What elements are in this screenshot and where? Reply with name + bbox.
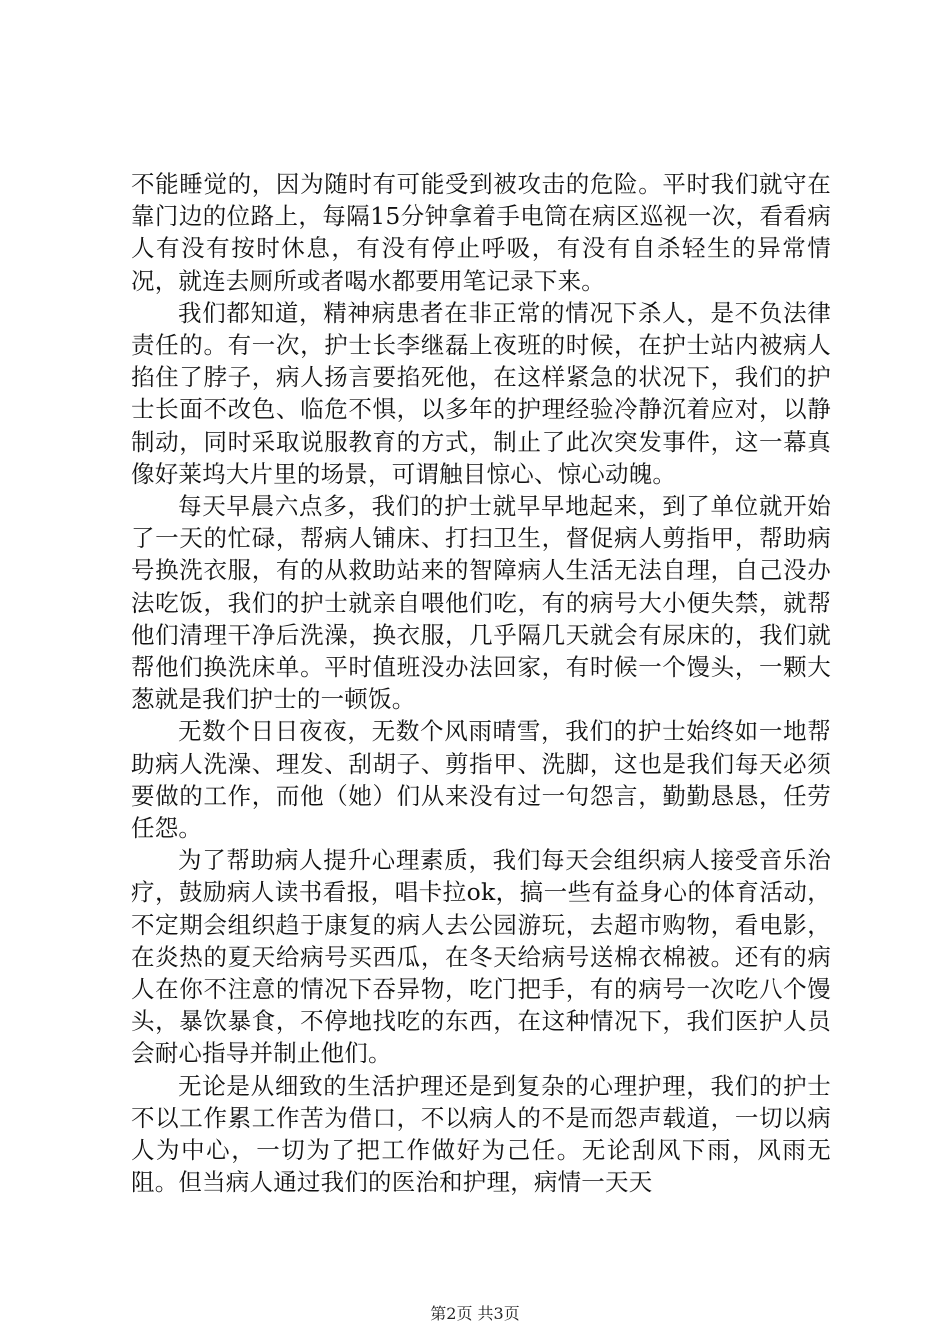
paragraph-3: 每天早晨六点多，我们的护士就早早地起来，到了单位就开始了一天的忙碌，帮病人铺床、打扫卫生，督促病人剪指甲，帮助病号换洗衣服，有的从救助站来的智障病人生活无法自理，自己没办法吃饭，我们的护士就亲自喂他们吃，有的病号大小便失禁，就帮他们清理干净后洗澡，换衣服，几乎隔几天就会有尿床的，我们就帮他们换洗床单。平时值班没办法回家，有时候一个馒头，一颗大葱就是我们护士的一顿饭。 [131, 492, 831, 714]
page-number-footer: 第2页 共3页 [430, 1304, 520, 1323]
paragraph-6: 无论是从细致的生活护理还是到复杂的心理护理，我们的护士不以工作累工作苦为借口，不以病人的不是而怨声载道，一切以病人为中心，一切为了把工作做好为己任。无论刮风下雨，风雨无阻。但当病人通过我们的医治和护理，病情一天天 [131, 1071, 831, 1197]
paragraph-4: 无数个日日夜夜，无数个风雨晴雪，我们的护士始终如一地帮助病人洗澡、理发、刮胡子、剪指甲、洗脚，这也是我们每天必须要做的工作，而他（她）们从来没有过一句怨言，勤勤恳恳，任劳任怨。 [131, 717, 831, 843]
document-body [131, 168, 831, 1199]
paragraph-5: 为了帮助病人提升心理素质，我们每天会组织病人接受音乐治疗，鼓励病人读书看报，唱卡拉ok，搞一些有益身心的体育活动，不定期会组织趋于康复的病人去公园游玩，去超市购物，看电影，在炎热的夏天给病号买西瓜，在冬天给病号送棉衣棉被。还有的病人在你不注意的情况下吞异物，吃门把手，有的病号一次吃八个馒头，暴饮暴食，不停地找吃的东西，在这种情况下，我们医护人员会耐心指导并制止他们。 [131, 846, 831, 1068]
paragraph-2: 我们都知道，精神病患者在非正常的情况下杀人，是不负法律责任的。有一次，护士长李继磊上夜班的时候，在护士站内被病人掐住了脖子，病人扬言要掐死他，在这样紧急的状况下，我们的护士长面不改色、临危不惧，以多年的护理经验冷静沉着应对，以静制动，同时采取说服教育的方式，制止了此次突发事件，这一幕真像好莱坞大片里的场景，可谓触目惊心、惊心动魄。 [131, 298, 831, 488]
paragraph-1: 不能睡觉的，因为随时有可能受到被攻击的危险。平时我们就守在靠门边的位路上，每隔15分钟拿着手电筒在病区巡视一次，看看病人有没有按时休息，有没有停止呼吸，有没有自杀轻生的异常情况，就连去厕所或者喝水都要用笔记录下来。 [131, 170, 831, 295]
